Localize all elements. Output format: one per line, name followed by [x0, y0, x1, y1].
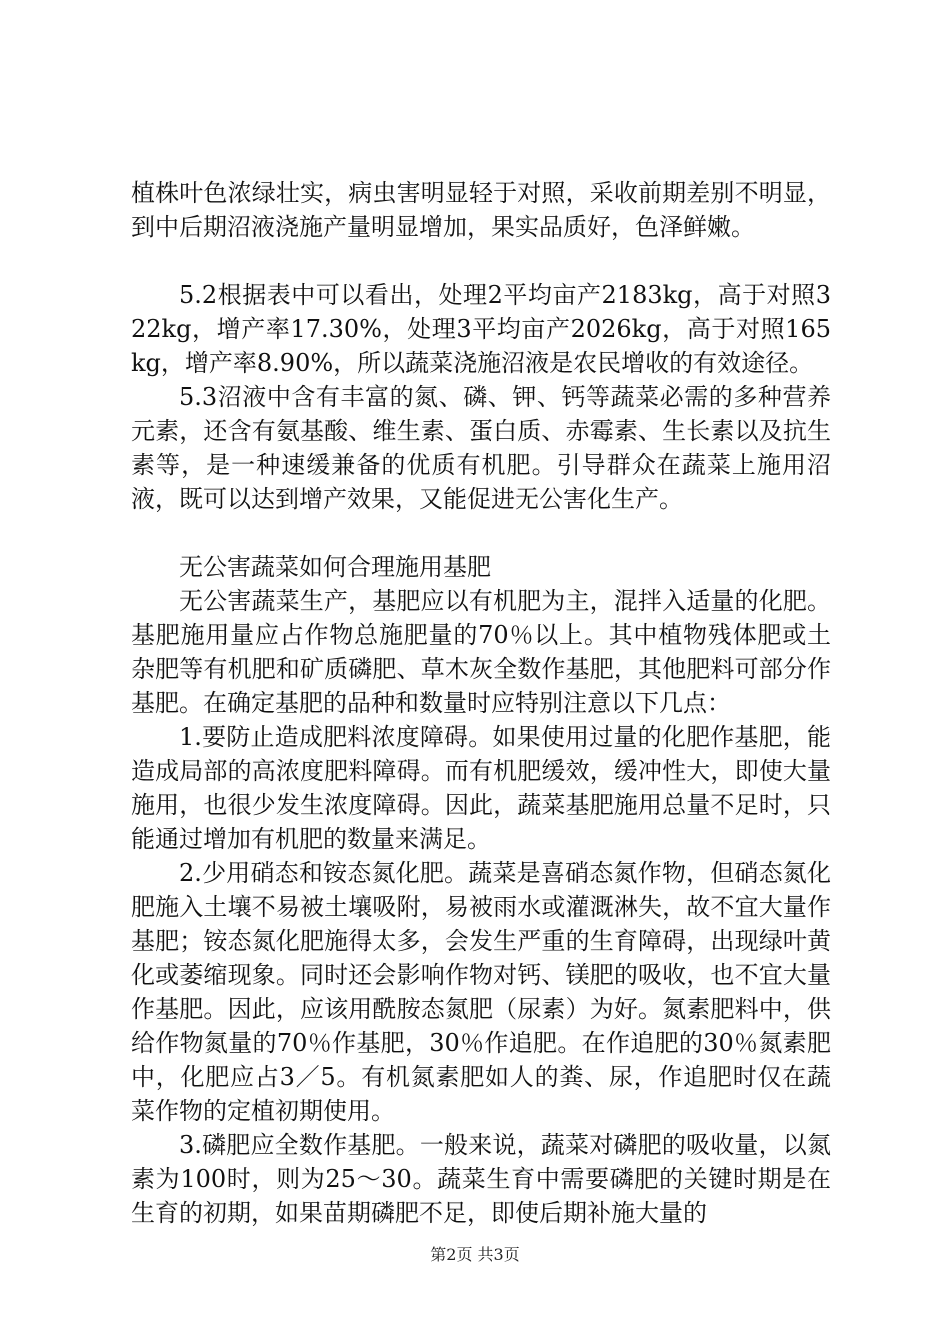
- document-body: [131, 176, 831, 1230]
- paragraph-point-2: 2.少用硝态和铵态氮化肥。蔬菜是喜硝态氮作物，但硝态氮化肥施入土壤不易被土壤吸附，易被雨水或灌溉淋失，故不宜大量作基肥；铵态氮化肥施得太多，会发生严重的生育障碍，出现绿叶黄化或萎缩现象。同时还会影响作物对钙、镁肥的吸收，也不宜大量作基肥。因此，应该用酰胺态氮肥（尿素）为好。氮素肥料中，供给作物氮量的70％作基肥，30％作追肥。在作追肥的30％氮素肥中，化肥应占3／5。有机氮素肥如人的粪、尿，作追肥时仅在蔬菜作物的定植初期使用。: [131, 859, 831, 1125]
- paragraph-intro: 无公害蔬菜生产，基肥应以有机肥为主，混拌入适量的化肥。基肥施用量应占作物总施肥量的70％以上。其中植物残体肥或土杂肥等有机肥和矿质磷肥、草木灰全数作基肥，其他肥料可部分作基肥。在确定基肥的品种和数量时应特别注意以下几点：: [131, 587, 831, 717]
- paragraph-5-3: 5.3沼液中含有丰富的氮、磷、钾、钙等蔬菜必需的多种营养元素，还含有氨基酸、维生素、蛋白质、赤霉素、生长素以及抗生素等，是一种速缓兼备的优质有机肥。引导群众在蔬菜上施用沼液，既可以达到增产效果，又能促进无公害化生产。: [131, 383, 831, 513]
- section-heading: 无公害蔬菜如何合理施用基肥: [179, 553, 491, 581]
- paragraph-continuation: 植株叶色浓绿壮实，病虫害明显轻于对照，采收前期差别不明显，到中后期沼液浇施产量明显增加，果实品质好，色泽鲜嫩。: [131, 179, 831, 241]
- page-footer: 第2页 共3页: [430, 1245, 520, 1264]
- paragraph-point-3: 3.磷肥应全数作基肥。一般来说，蔬菜对磷肥的吸收量，以氮素为100时，则为25～30。蔬菜生育中需要磷肥的关键时期是在生育的初期，如果苗期磷肥不足，即使后期补施大量的: [131, 1131, 831, 1227]
- paragraph-point-1: 1.要防止造成肥料浓度障碍。如果使用过量的化肥作基肥，能造成局部的高浓度肥料障碍。而有机肥缓效，缓冲性大，即使大量施用，也很少发生浓度障碍。因此，蔬菜基肥施用总量不足时，只能通过增加有机肥的数量来满足。: [131, 723, 831, 853]
- paragraph-5-2: 5.2根据表中可以看出，处理2平均亩产2183kg，高于对照322kg，增产率17.30%，处理3平均亩产2026kg，高于对照165kg，增产率8.90%，所以蔬菜浇施沼液是农民增收的有效途径。: [131, 281, 831, 377]
